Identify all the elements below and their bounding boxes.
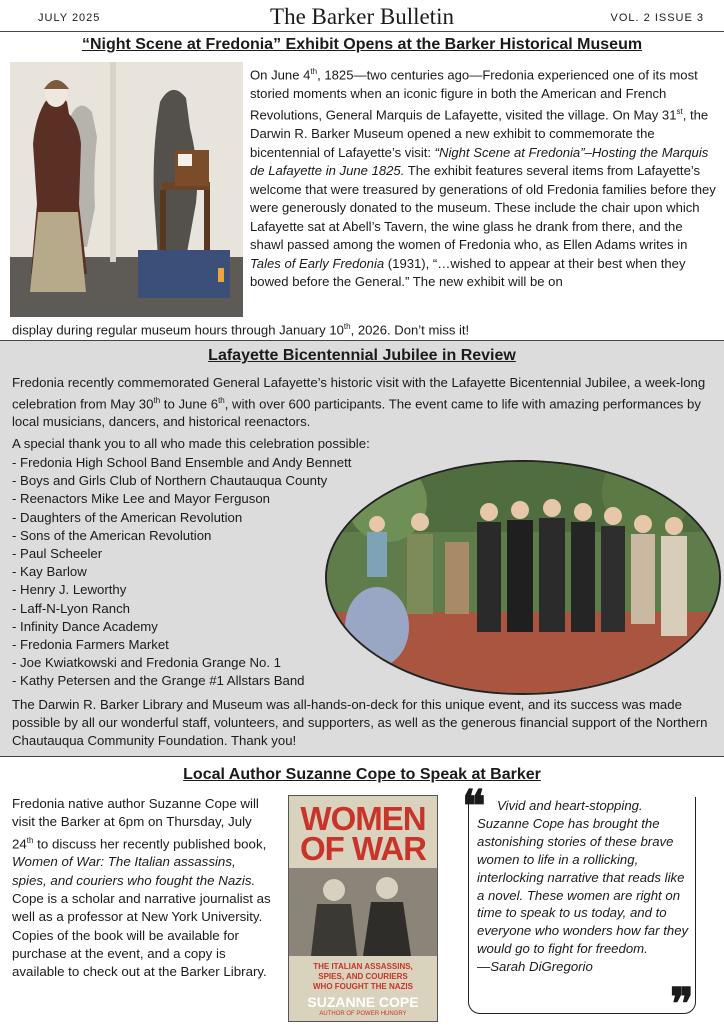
list-item: - Fredonia Farmers Market [12,637,169,653]
list-item: - Laff-N-Lyon Ranch [12,600,131,616]
list-item: - Infinity Dance Academy [12,618,158,634]
list-item: - Paul Scheeler [12,546,103,562]
jubilee-article [0,341,724,756]
book-subtitle-2: SPIES, AND COURIERS [318,972,408,981]
book-title-line-2: OF WAR [300,830,426,867]
list-item: - Henry J. Leworthy [12,582,127,598]
issue-volume: VOL. 2 ISSUE 3 [610,12,704,24]
exhibit-photo [10,62,243,317]
book-author-line: AUTHOR OF POWER HUNGRY [319,1011,407,1017]
author-article [0,757,724,1030]
book-cover-photo [289,868,437,956]
pull-quote [468,797,696,1014]
quote-attribution: —Sarah DiGregorio [477,959,593,975]
issue-date: JULY 2025 [38,12,101,24]
exhibit-headline: “Night Scene at Fredonia” Exhibit Opens at the Barker Historical Museum [81,36,643,53]
list-item: - Boys and Girls Club of Northern Chautauqua County [12,473,328,489]
jubilee-group-photo [325,460,721,695]
list-item: - Fredonia High School Band Ensemble and Andy Bennett [12,455,352,470]
book-subtitle-3: WHO FOUGHT THE NAZIS [313,982,413,991]
book-title-line-1: WOMEN [300,800,426,837]
masthead [0,0,724,30]
close-quote-icon: ❞ [670,979,694,1030]
list-item: - Kathy Petersen and the Grange #1 Allstars Band [12,673,305,689]
newsletter-title: The Barker Bulletin [270,4,454,29]
author-body: Fredonia native author Suzanne Cope will visit the Barker at 6pm on Thursday, July 24th to discuss her recently published book, Women of War: The Italian assassins, spies, and couriers who fought the Nazis. Cope is a scholar and narrative journalist as well as a professor at New York University. Copies of the book will be available for purchase at the event, and a copy is available to check out at the Barker Library. [12,796,271,980]
jubilee-intro: Fredonia recently commemorated General Lafayette’s historic visit with the Lafayette Bicentennial Jubilee, a week-long celebration from May 30th to June 6th, with over 600 participants. The event came to life with amazing performances by local musicians, dancers, and historical reenactors. [12,375,706,430]
list-item: - Daughters of the American Revolution [12,509,243,525]
thanks-intro: A special thank you to all who made this celebration possible: [12,436,370,451]
book-author: SUZANNE COPE [307,994,419,1010]
list-item: - Sons of the American Revolution [12,527,212,543]
list-item: - Joe Kwiatkowski and Fredonia Grange No. 1 [12,655,282,671]
open-quote-icon: ❝ [462,781,486,832]
book-subtitle-1: THE ITALIAN ASSASSINS, [313,962,413,971]
exhibit-body-tail: display during regular museum hours through January 10th, 2026. Don’t miss it! [12,322,470,338]
exhibit-article [0,32,724,340]
jubilee-headline: Lafayette Bicentennial Jubilee in Review [208,347,516,364]
book-cover [288,795,438,1022]
author-headline: Local Author Suzanne Cope to Speak at Barker [183,766,541,783]
quote-text: Vivid and heart-stopping. Suzanne Cope has brought the astonishing stories of these brave women to life in a rollicking, interlocking narrative that reads like a novel. These women are right on time to speak to us today, and to everyone who wonders how far they would go to fight for freedom. —Sarah DiGregorio [477,798,689,975]
jubilee-closing: The Darwin R. Barker Library and Museum was all-hands-on-deck for this unique event, and its success was made possible by all our wonderful staff, volunteers, and supporters, as well as the generous financial support of the Northern Chautauqua Community Foundation. Thank you! [12,697,708,748]
exhibit-body: On June 4th, 1825—two centuries ago—Fredonia experienced one of its most storied moments when an iconic figure in both the American and French Revolutions, General Marquis de Lafayette, visited the village. On May 31st, the Darwin R. Barker Museum opened a new exhibit to commemorate the bicentennial of Lafayette’s visit: “Night Scene at Fredonia”–Hosting the Marquis de Lafayette in June 1825. The exhibit features several items from Lafayette’s welcome that were treasured by generations of old Fredonia families before they were generously donated to the museum. These include the chair upon which Lafayette sat at Abell’s Tavern, the wine glass he drank from there, and the shawl passed among the women of Fredonia who, as Ellen Adams writes in Tales of Early Fredonia (1931), “…wished to appear at their best when they bowed before the General.” The new exhibit will be on [250,67,716,290]
list-item: - Reenactors Mike Lee and Mayor Ferguson [12,491,271,507]
thanks-list [12,454,372,691]
list-item: - Kay Barlow [12,564,87,580]
